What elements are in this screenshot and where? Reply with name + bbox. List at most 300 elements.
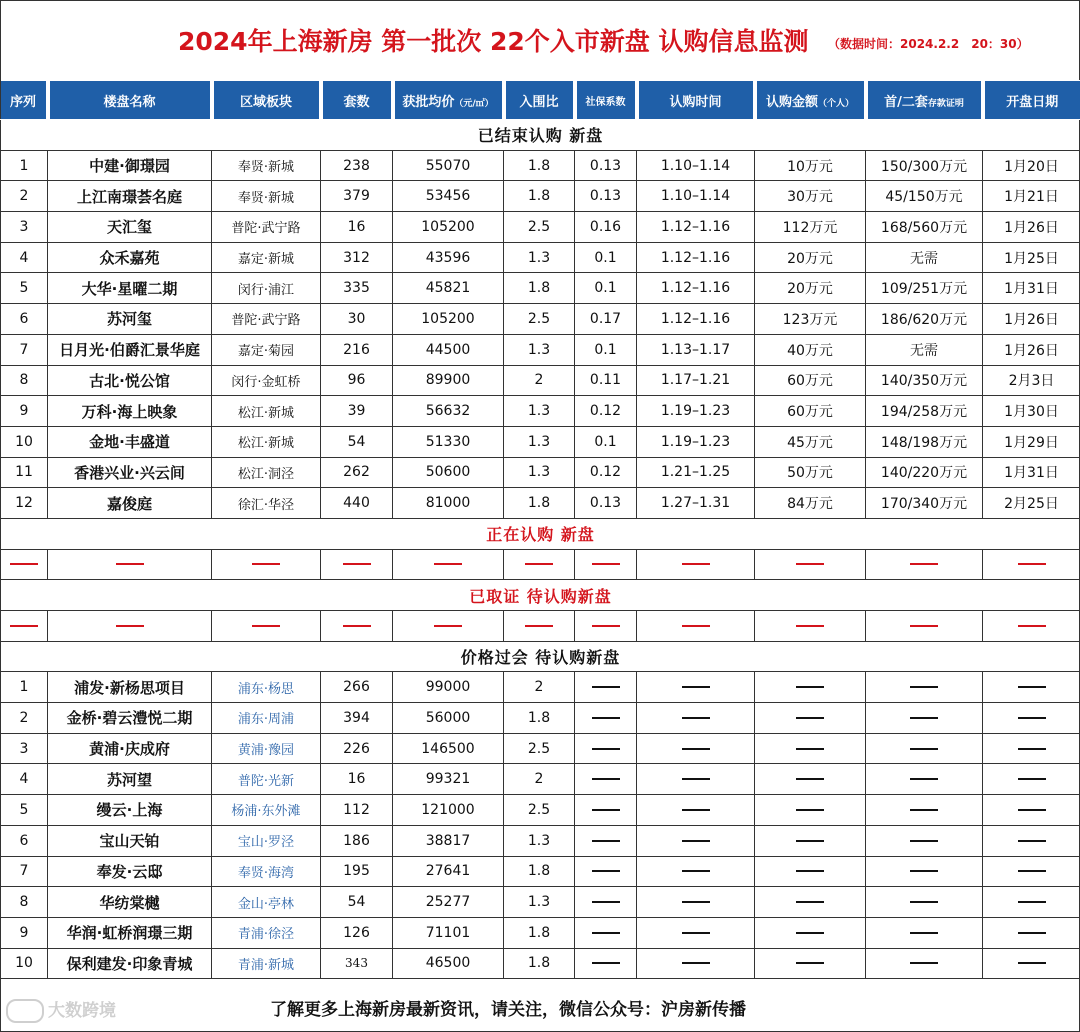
empty-cell <box>866 764 983 795</box>
dash-icon <box>796 686 824 688</box>
row-ratio: 2.5 <box>504 733 575 764</box>
row-no: 4 <box>1 242 48 273</box>
row-ratio: 2 <box>504 764 575 795</box>
empty-cell <box>393 549 504 580</box>
row-deposit: 148/198万元 <box>866 426 983 457</box>
row-price: 99000 <box>393 672 504 703</box>
row-no: 9 <box>1 396 48 427</box>
dash-icon <box>910 717 938 719</box>
row-area: 松江·新城 <box>212 396 321 427</box>
row-name: 中建·御璟园 <box>48 150 212 181</box>
row-amount: 123万元 <box>755 304 866 335</box>
table-row <box>1 672 1080 703</box>
row-time: 1.21–1.25 <box>637 457 755 488</box>
dash-icon <box>592 778 620 780</box>
row-deposit: 170/340万元 <box>866 488 983 519</box>
row-price: 27641 <box>393 856 504 887</box>
table-row <box>1 334 1080 365</box>
dash-icon <box>682 748 710 750</box>
row-ratio: 1.8 <box>504 181 575 212</box>
section-header-passed <box>1 641 1080 672</box>
dash-icon <box>910 778 938 780</box>
header-row <box>1 81 1080 120</box>
row-price: 51330 <box>393 426 504 457</box>
row-units: 112 <box>321 795 393 826</box>
listing-table <box>0 80 1080 979</box>
row-ratio: 2.5 <box>504 304 575 335</box>
dash-icon <box>116 625 144 627</box>
empty-cell <box>575 703 637 734</box>
empty-cell <box>866 887 983 918</box>
row-area: 杨浦·东外滩 <box>212 795 321 826</box>
row-price: 50600 <box>393 457 504 488</box>
row-ratio: 2 <box>504 672 575 703</box>
row-open: 1月25日 <box>983 242 1080 273</box>
row-price: 56632 <box>393 396 504 427</box>
dash-icon <box>796 625 824 627</box>
dash-icon <box>682 778 710 780</box>
row-coef: 0.1 <box>575 242 637 273</box>
dash-icon <box>592 901 620 903</box>
row-amount: 112万元 <box>755 212 866 243</box>
dash-icon <box>910 625 938 627</box>
empty-cell <box>983 948 1080 979</box>
table-row <box>1 396 1080 427</box>
dash-icon <box>525 625 553 627</box>
row-area: 普陀·武宁路 <box>212 212 321 243</box>
row-units: 16 <box>321 212 393 243</box>
empty-cell <box>983 917 1080 948</box>
empty-cell <box>575 856 637 887</box>
row-units: 16 <box>321 764 393 795</box>
dash-icon <box>525 563 553 565</box>
row-ratio: 1.3 <box>504 396 575 427</box>
col-units: 套数 <box>321 81 393 120</box>
row-coef: 0.1 <box>575 334 637 365</box>
empty-cell <box>755 825 866 856</box>
row-coef: 0.13 <box>575 181 637 212</box>
row-ratio: 1.8 <box>504 150 575 181</box>
empty-cell <box>575 917 637 948</box>
empty-cell <box>866 672 983 703</box>
empty-cell <box>637 887 755 918</box>
row-area: 嘉定·新城 <box>212 242 321 273</box>
row-area: 奉贤·新城 <box>212 150 321 181</box>
col-amount <box>755 81 866 120</box>
dash-icon <box>252 625 280 627</box>
empty-cell <box>48 549 212 580</box>
empty-cell <box>575 733 637 764</box>
row-units: 30 <box>321 304 393 335</box>
dash-icon <box>682 870 710 872</box>
dash-icon <box>434 563 462 565</box>
table-row <box>1 212 1080 243</box>
empty-cell <box>866 795 983 826</box>
row-ratio: 1.3 <box>504 334 575 365</box>
row-open: 1月31日 <box>983 273 1080 304</box>
empty-cell <box>1 611 48 642</box>
row-time: 1.10–1.14 <box>637 150 755 181</box>
empty-cell <box>866 733 983 764</box>
row-no: 5 <box>1 795 48 826</box>
row-no: 2 <box>1 703 48 734</box>
row-price: 55070 <box>393 150 504 181</box>
row-ratio: 1.3 <box>504 242 575 273</box>
table-row <box>1 181 1080 212</box>
empty-cell <box>755 764 866 795</box>
row-open: 1月30日 <box>983 396 1080 427</box>
empty-cell <box>755 611 866 642</box>
row-coef: 0.1 <box>575 426 637 457</box>
dash-icon <box>910 962 938 964</box>
empty-cell <box>575 825 637 856</box>
row-area: 宝山·罗泾 <box>212 825 321 856</box>
empty-cell <box>983 549 1080 580</box>
dash-icon <box>682 686 710 688</box>
row-units: 126 <box>321 917 393 948</box>
section-header-ended <box>1 120 1080 151</box>
row-price: 89900 <box>393 365 504 396</box>
row-units: 96 <box>321 365 393 396</box>
row-price: 43596 <box>393 242 504 273</box>
table-row <box>1 273 1080 304</box>
row-area: 普陀·光新 <box>212 764 321 795</box>
dash-icon <box>682 563 710 565</box>
row-name: 日月光·伯爵汇景华庭 <box>48 334 212 365</box>
empty-cell <box>983 733 1080 764</box>
empty-cell <box>983 856 1080 887</box>
row-no: 1 <box>1 150 48 181</box>
row-area: 浦东·周浦 <box>212 703 321 734</box>
empty-cell <box>755 703 866 734</box>
dash-icon <box>1018 778 1046 780</box>
row-no: 11 <box>1 457 48 488</box>
dash-icon <box>682 809 710 811</box>
row-ratio: 1.8 <box>504 856 575 887</box>
row-price: 105200 <box>393 304 504 335</box>
row-area: 奉贤·海湾 <box>212 856 321 887</box>
empty-cell <box>48 611 212 642</box>
dash-icon <box>1018 840 1046 842</box>
row-units: 379 <box>321 181 393 212</box>
row-amount: 45万元 <box>755 426 866 457</box>
row-deposit: 168/560万元 <box>866 212 983 243</box>
row-no: 4 <box>1 764 48 795</box>
dash-icon <box>910 840 938 842</box>
empty-cell <box>983 795 1080 826</box>
row-price: 46500 <box>393 948 504 979</box>
row-area: 青浦·徐泾 <box>212 917 321 948</box>
row-deposit: 45/150万元 <box>866 181 983 212</box>
dash-icon <box>682 932 710 934</box>
dash-icon <box>1018 563 1046 565</box>
section-title: 已取证 待认购新盘 <box>1 580 1080 611</box>
table-row <box>1 457 1080 488</box>
table-row <box>1 365 1080 396</box>
row-units: 312 <box>321 242 393 273</box>
empty-cell <box>212 611 321 642</box>
section-title: 已结束认购 新盘 <box>1 120 1080 151</box>
row-open: 2月3日 <box>983 365 1080 396</box>
row-name: 嘉俊庭 <box>48 488 212 519</box>
row-ratio: 1.8 <box>504 703 575 734</box>
row-deposit: 无需 <box>866 334 983 365</box>
empty-cell <box>504 611 575 642</box>
row-time: 1.12–1.16 <box>637 212 755 243</box>
row-no: 6 <box>1 825 48 856</box>
table-row <box>1 887 1080 918</box>
empty-cell <box>637 825 755 856</box>
row-name: 金地·丰盛道 <box>48 426 212 457</box>
empty-cell <box>321 549 393 580</box>
row-no: 10 <box>1 948 48 979</box>
empty-cell <box>866 917 983 948</box>
row-price: 56000 <box>393 703 504 734</box>
empty-cell <box>866 825 983 856</box>
dash-icon <box>252 563 280 565</box>
row-price: 45821 <box>393 273 504 304</box>
empty-cell <box>575 549 637 580</box>
row-name: 缦云·上海 <box>48 795 212 826</box>
col-amount-unit: （个人） <box>818 98 855 109</box>
table-row <box>1 825 1080 856</box>
row-no: 12 <box>1 488 48 519</box>
empty-cell <box>755 733 866 764</box>
dash-icon <box>682 840 710 842</box>
empty-cell <box>983 825 1080 856</box>
dash-icon <box>682 625 710 627</box>
row-price: 81000 <box>393 488 504 519</box>
row-name: 华纺棠樾 <box>48 887 212 918</box>
empty-cell <box>637 611 755 642</box>
dash-icon <box>1018 717 1046 719</box>
row-time: 1.13–1.17 <box>637 334 755 365</box>
row-no: 1 <box>1 672 48 703</box>
empty-cell <box>637 856 755 887</box>
data-timestamp: （数据时间：2024.2.2 20：30） <box>828 37 1029 51</box>
title-bar <box>0 0 1080 80</box>
row-no: 7 <box>1 856 48 887</box>
col-deposit-label: 首/二套 <box>884 94 928 110</box>
row-amount: 30万元 <box>755 181 866 212</box>
empty-cell <box>866 703 983 734</box>
empty-cell <box>866 549 983 580</box>
dash-icon <box>796 962 824 964</box>
dash-icon <box>910 809 938 811</box>
row-time: 1.10–1.14 <box>637 181 755 212</box>
dash-icon <box>1018 809 1046 811</box>
row-price: 99321 <box>393 764 504 795</box>
dash-icon <box>796 717 824 719</box>
row-open: 1月26日 <box>983 334 1080 365</box>
dash-icon <box>796 778 824 780</box>
col-coef: 社保系数 <box>575 81 637 120</box>
dash-icon <box>910 932 938 934</box>
row-time: 1.27–1.31 <box>637 488 755 519</box>
row-no: 8 <box>1 887 48 918</box>
row-name: 保利建发·印象青城 <box>48 948 212 979</box>
dash-icon <box>592 840 620 842</box>
row-open: 1月31日 <box>983 457 1080 488</box>
table-row <box>1 795 1080 826</box>
empty-cell <box>321 611 393 642</box>
row-units: 39 <box>321 396 393 427</box>
row-units: 266 <box>321 672 393 703</box>
col-price-label: 获批均价 <box>402 94 455 110</box>
row-area: 奉贤·新城 <box>212 181 321 212</box>
empty-cell <box>866 611 983 642</box>
dash-icon <box>592 563 620 565</box>
row-area: 普陀·武宁路 <box>212 304 321 335</box>
dash-icon <box>592 932 620 934</box>
row-name: 浦发·新杨思项目 <box>48 672 212 703</box>
row-name: 黄浦·庆成府 <box>48 733 212 764</box>
row-coef: 0.16 <box>575 212 637 243</box>
row-name: 苏河玺 <box>48 304 212 335</box>
table-row <box>1 488 1080 519</box>
row-ratio: 1.8 <box>504 917 575 948</box>
row-name: 古北·悦公馆 <box>48 365 212 396</box>
row-units: 54 <box>321 426 393 457</box>
dash-icon <box>796 563 824 565</box>
row-no: 7 <box>1 334 48 365</box>
row-no: 2 <box>1 181 48 212</box>
footer <box>0 985 1080 1030</box>
empty-cell <box>755 795 866 826</box>
row-coef: 0.17 <box>575 304 637 335</box>
row-deposit: 140/220万元 <box>866 457 983 488</box>
dash-icon <box>116 563 144 565</box>
row-time: 1.12–1.16 <box>637 273 755 304</box>
empty-cell <box>637 764 755 795</box>
row-units: 195 <box>321 856 393 887</box>
table-row <box>1 948 1080 979</box>
row-ratio: 1.3 <box>504 825 575 856</box>
empty-cell <box>637 795 755 826</box>
col-deposit <box>866 81 983 120</box>
empty-cell <box>575 887 637 918</box>
section-title: 正在认购 新盘 <box>1 518 1080 549</box>
empty-cell <box>755 887 866 918</box>
row-amount: 20万元 <box>755 242 866 273</box>
section-header-licensed <box>1 580 1080 611</box>
col-price <box>393 81 504 120</box>
row-units: 394 <box>321 703 393 734</box>
empty-cell <box>575 764 637 795</box>
row-no: 10 <box>1 426 48 457</box>
row-name: 苏河望 <box>48 764 212 795</box>
dash-icon <box>1018 901 1046 903</box>
row-name: 宝山天铂 <box>48 825 212 856</box>
table-row <box>1 426 1080 457</box>
row-open: 1月20日 <box>983 150 1080 181</box>
row-no: 8 <box>1 365 48 396</box>
footer-text: 了解更多上海新房最新资讯，请关注，微信公众号：沪房新传播 <box>270 1000 746 1020</box>
empty-cell <box>575 795 637 826</box>
dash-icon <box>796 809 824 811</box>
row-deposit: 无需 <box>866 242 983 273</box>
row-coef: 0.1 <box>575 273 637 304</box>
row-no: 6 <box>1 304 48 335</box>
dash-icon <box>1018 870 1046 872</box>
row-ratio: 1.3 <box>504 887 575 918</box>
col-amount-label: 认购金额 <box>765 94 818 110</box>
dash-icon <box>10 563 38 565</box>
dash-icon <box>343 625 371 627</box>
row-coef: 0.11 <box>575 365 637 396</box>
empty-cell <box>393 611 504 642</box>
empty-cell <box>983 764 1080 795</box>
row-price: 121000 <box>393 795 504 826</box>
section-header-ongoing <box>1 518 1080 549</box>
dash-icon <box>592 870 620 872</box>
dash-icon <box>1018 748 1046 750</box>
dash-icon <box>592 748 620 750</box>
row-open: 1月26日 <box>983 212 1080 243</box>
row-area: 闵行·浦江 <box>212 273 321 304</box>
row-name: 香港兴业·兴云间 <box>48 457 212 488</box>
row-price: 105200 <box>393 212 504 243</box>
row-price: 146500 <box>393 733 504 764</box>
empty-cell <box>637 549 755 580</box>
row-deposit: 186/620万元 <box>866 304 983 335</box>
col-price-unit: （元/㎡） <box>454 98 494 109</box>
row-open: 1月21日 <box>983 181 1080 212</box>
dash-icon <box>910 563 938 565</box>
dash-icon <box>10 625 38 627</box>
empty-cell <box>983 672 1080 703</box>
dash-icon <box>796 870 824 872</box>
dash-icon <box>910 748 938 750</box>
empty-cell <box>983 703 1080 734</box>
section-title: 价格过会 待认购新盘 <box>1 641 1080 672</box>
row-ratio: 1.8 <box>504 273 575 304</box>
row-units: 238 <box>321 150 393 181</box>
row-coef: 0.12 <box>575 457 637 488</box>
row-amount: 50万元 <box>755 457 866 488</box>
page-title: 2024年上海新房 第一批次 22个入市新盘 认购信息监测 <box>178 27 809 56</box>
row-time: 1.12–1.16 <box>637 304 755 335</box>
row-price: 38817 <box>393 825 504 856</box>
empty-cell <box>1 549 48 580</box>
dash-icon <box>343 563 371 565</box>
empty-cell <box>755 917 866 948</box>
row-no: 9 <box>1 917 48 948</box>
row-coef: 0.12 <box>575 396 637 427</box>
table-row <box>1 703 1080 734</box>
row-price: 71101 <box>393 917 504 948</box>
row-time: 1.19–1.23 <box>637 426 755 457</box>
row-name: 上江南璟荟名庭 <box>48 181 212 212</box>
row-coef: 0.13 <box>575 488 637 519</box>
dash-icon <box>682 962 710 964</box>
empty-cell <box>575 611 637 642</box>
row-price: 44500 <box>393 334 504 365</box>
empty-cell <box>866 856 983 887</box>
empty-cell <box>575 672 637 703</box>
row-amount: 40万元 <box>755 334 866 365</box>
dash-icon <box>796 748 824 750</box>
row-units: 54 <box>321 887 393 918</box>
col-area: 区域板块 <box>212 81 321 120</box>
watermark-logo-icon <box>6 999 44 1023</box>
row-units: 216 <box>321 334 393 365</box>
row-ratio: 1.8 <box>504 488 575 519</box>
dash-icon <box>592 625 620 627</box>
table-row <box>1 917 1080 948</box>
dash-icon <box>1018 962 1046 964</box>
row-name: 金桥·碧云澧悦二期 <box>48 703 212 734</box>
